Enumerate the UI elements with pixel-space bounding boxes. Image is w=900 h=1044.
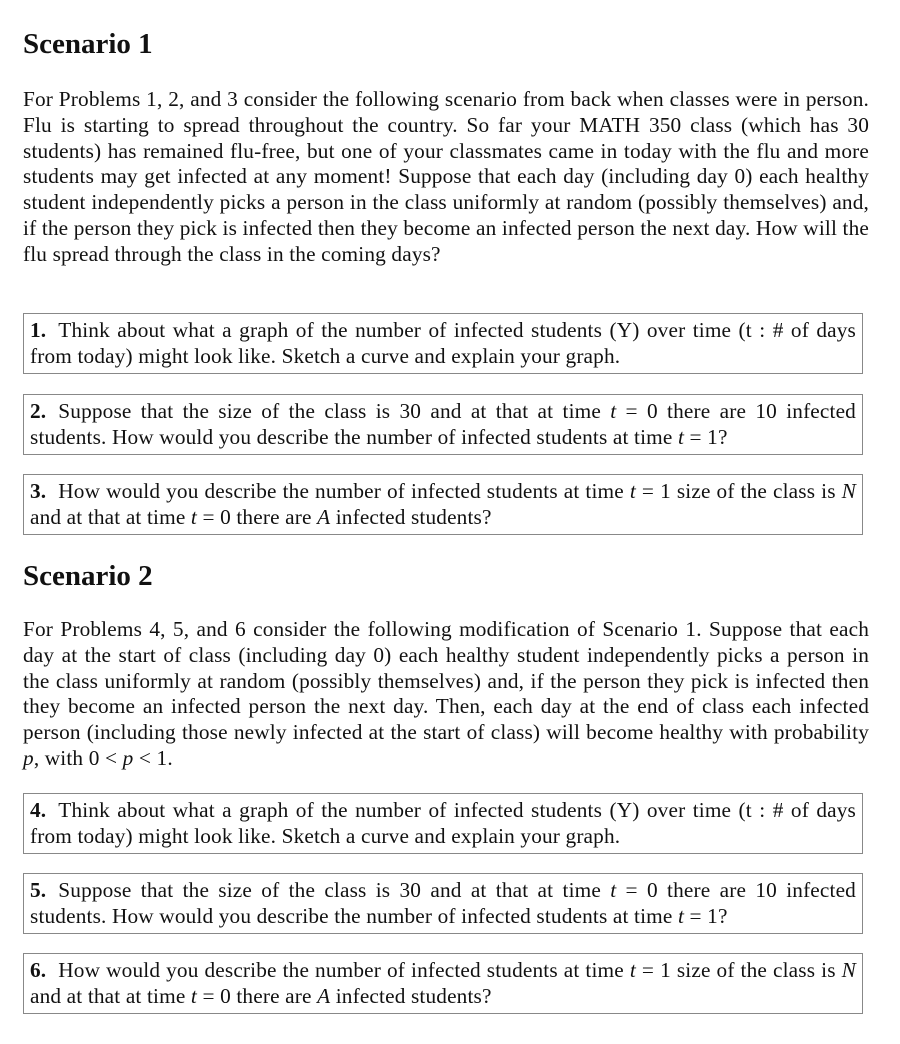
math-variable: N <box>841 958 856 982</box>
problem-number: 2. <box>30 399 47 423</box>
text-segment: and at that at time <box>30 984 191 1008</box>
text-segment: = 1? <box>684 425 728 449</box>
scenario-1-intro <box>23 87 869 268</box>
text-segment: = 0 there are 10 infected students. How would you describe the number of infected students at time <box>30 878 856 928</box>
text-segment: = 1 size of the class is <box>635 479 842 503</box>
scenario-2-heading: Scenario 2 <box>23 560 153 592</box>
text-segment: < 1. <box>133 745 173 770</box>
problem-text <box>30 479 856 529</box>
math-variable: p <box>122 745 134 770</box>
text-segment: For Problems 1, 2, and 3 consider the following scenario from back when classes were in person. Flu is starting to spread throughout the country. So far your MATH 350 class (which has 30 students) has remained flu-free, but one of your classmates came in today with the flu and more students may get infected at any moment! Suppose that each day (including day 0) each healthy student independently picks a person in the class uniformly at random (possibly themselves) and, if the person they pick is infected then they become an infected person the next day. How will the flu spread through the class in the coming days? <box>23 87 869 266</box>
math-variable: t <box>190 505 197 529</box>
math-variable: t <box>610 878 617 902</box>
text-segment: Think about what a graph of the number of infected students (Y) over time (t : # of days from today) might look like. Sketch a curve and explain your graph. <box>30 318 856 368</box>
problem-number: 4. <box>30 798 47 822</box>
text-segment: infected students? <box>330 505 492 529</box>
problem-5-box <box>23 873 863 934</box>
text-segment: = 1? <box>684 904 728 928</box>
problem-3-box <box>23 474 863 535</box>
problem-text <box>30 318 856 368</box>
text-segment: For Problems 4, 5, and 6 consider the following modification of Scenario 1. Suppose that each day at the start of class (including day 0) each healthy student independently picks a person in the class uniformly at random (possibly themselves) and, if the person they pick is infected then they become an infected person the next day. Then, each day at the end of class each infected person (including those newly infected at the start of class) will become healthy with probability <box>23 617 869 745</box>
math-variable: t <box>629 958 636 982</box>
math-variable: A <box>317 984 331 1008</box>
math-variable: t <box>677 425 685 449</box>
problem-text <box>30 958 856 1008</box>
problem-2-box <box>23 394 863 455</box>
problem-number: 3. <box>30 479 47 503</box>
scenario-1-heading: Scenario 1 <box>23 28 153 60</box>
text-segment: Suppose that the size of the class is 30 and at that at time <box>58 399 611 423</box>
problem-number: 5. <box>30 878 47 902</box>
math-variable: t <box>677 904 685 928</box>
text-segment: = 0 there are 10 infected students. How would you describe the number of infected students at time <box>30 399 856 449</box>
problem-number: 6. <box>30 958 47 982</box>
problem-number: 1. <box>30 318 47 342</box>
text-segment: How would you describe the number of infected students at time <box>58 958 630 982</box>
text-segment: = 0 there are <box>196 505 318 529</box>
problem-1-box <box>23 313 863 374</box>
math-variable: t <box>610 399 617 423</box>
text-segment: Think about what a graph of the number of infected students (Y) over time (t : # of days from today) might look like. Sketch a curve and explain your graph. <box>30 798 856 848</box>
problem-4-box <box>23 793 863 854</box>
math-variable: p <box>23 745 34 770</box>
text-segment: Suppose that the size of the class is 30 and at that at time <box>58 878 611 902</box>
problem-text <box>30 878 856 928</box>
text-segment: = 1 size of the class is <box>635 958 842 982</box>
math-variable: t <box>190 984 197 1008</box>
text-segment: , with 0 < <box>33 745 123 770</box>
text-segment: = 0 there are <box>196 984 318 1008</box>
problem-text <box>30 798 856 848</box>
problem-text <box>30 399 856 449</box>
scenario-2-intro <box>23 617 869 772</box>
text-segment: infected students? <box>330 984 492 1008</box>
problem-6-box <box>23 953 863 1014</box>
math-variable: t <box>629 479 636 503</box>
math-variable: N <box>841 479 856 503</box>
text-segment: How would you describe the number of infected students at time <box>58 479 630 503</box>
math-variable: A <box>317 505 331 529</box>
text-segment: and at that at time <box>30 505 191 529</box>
